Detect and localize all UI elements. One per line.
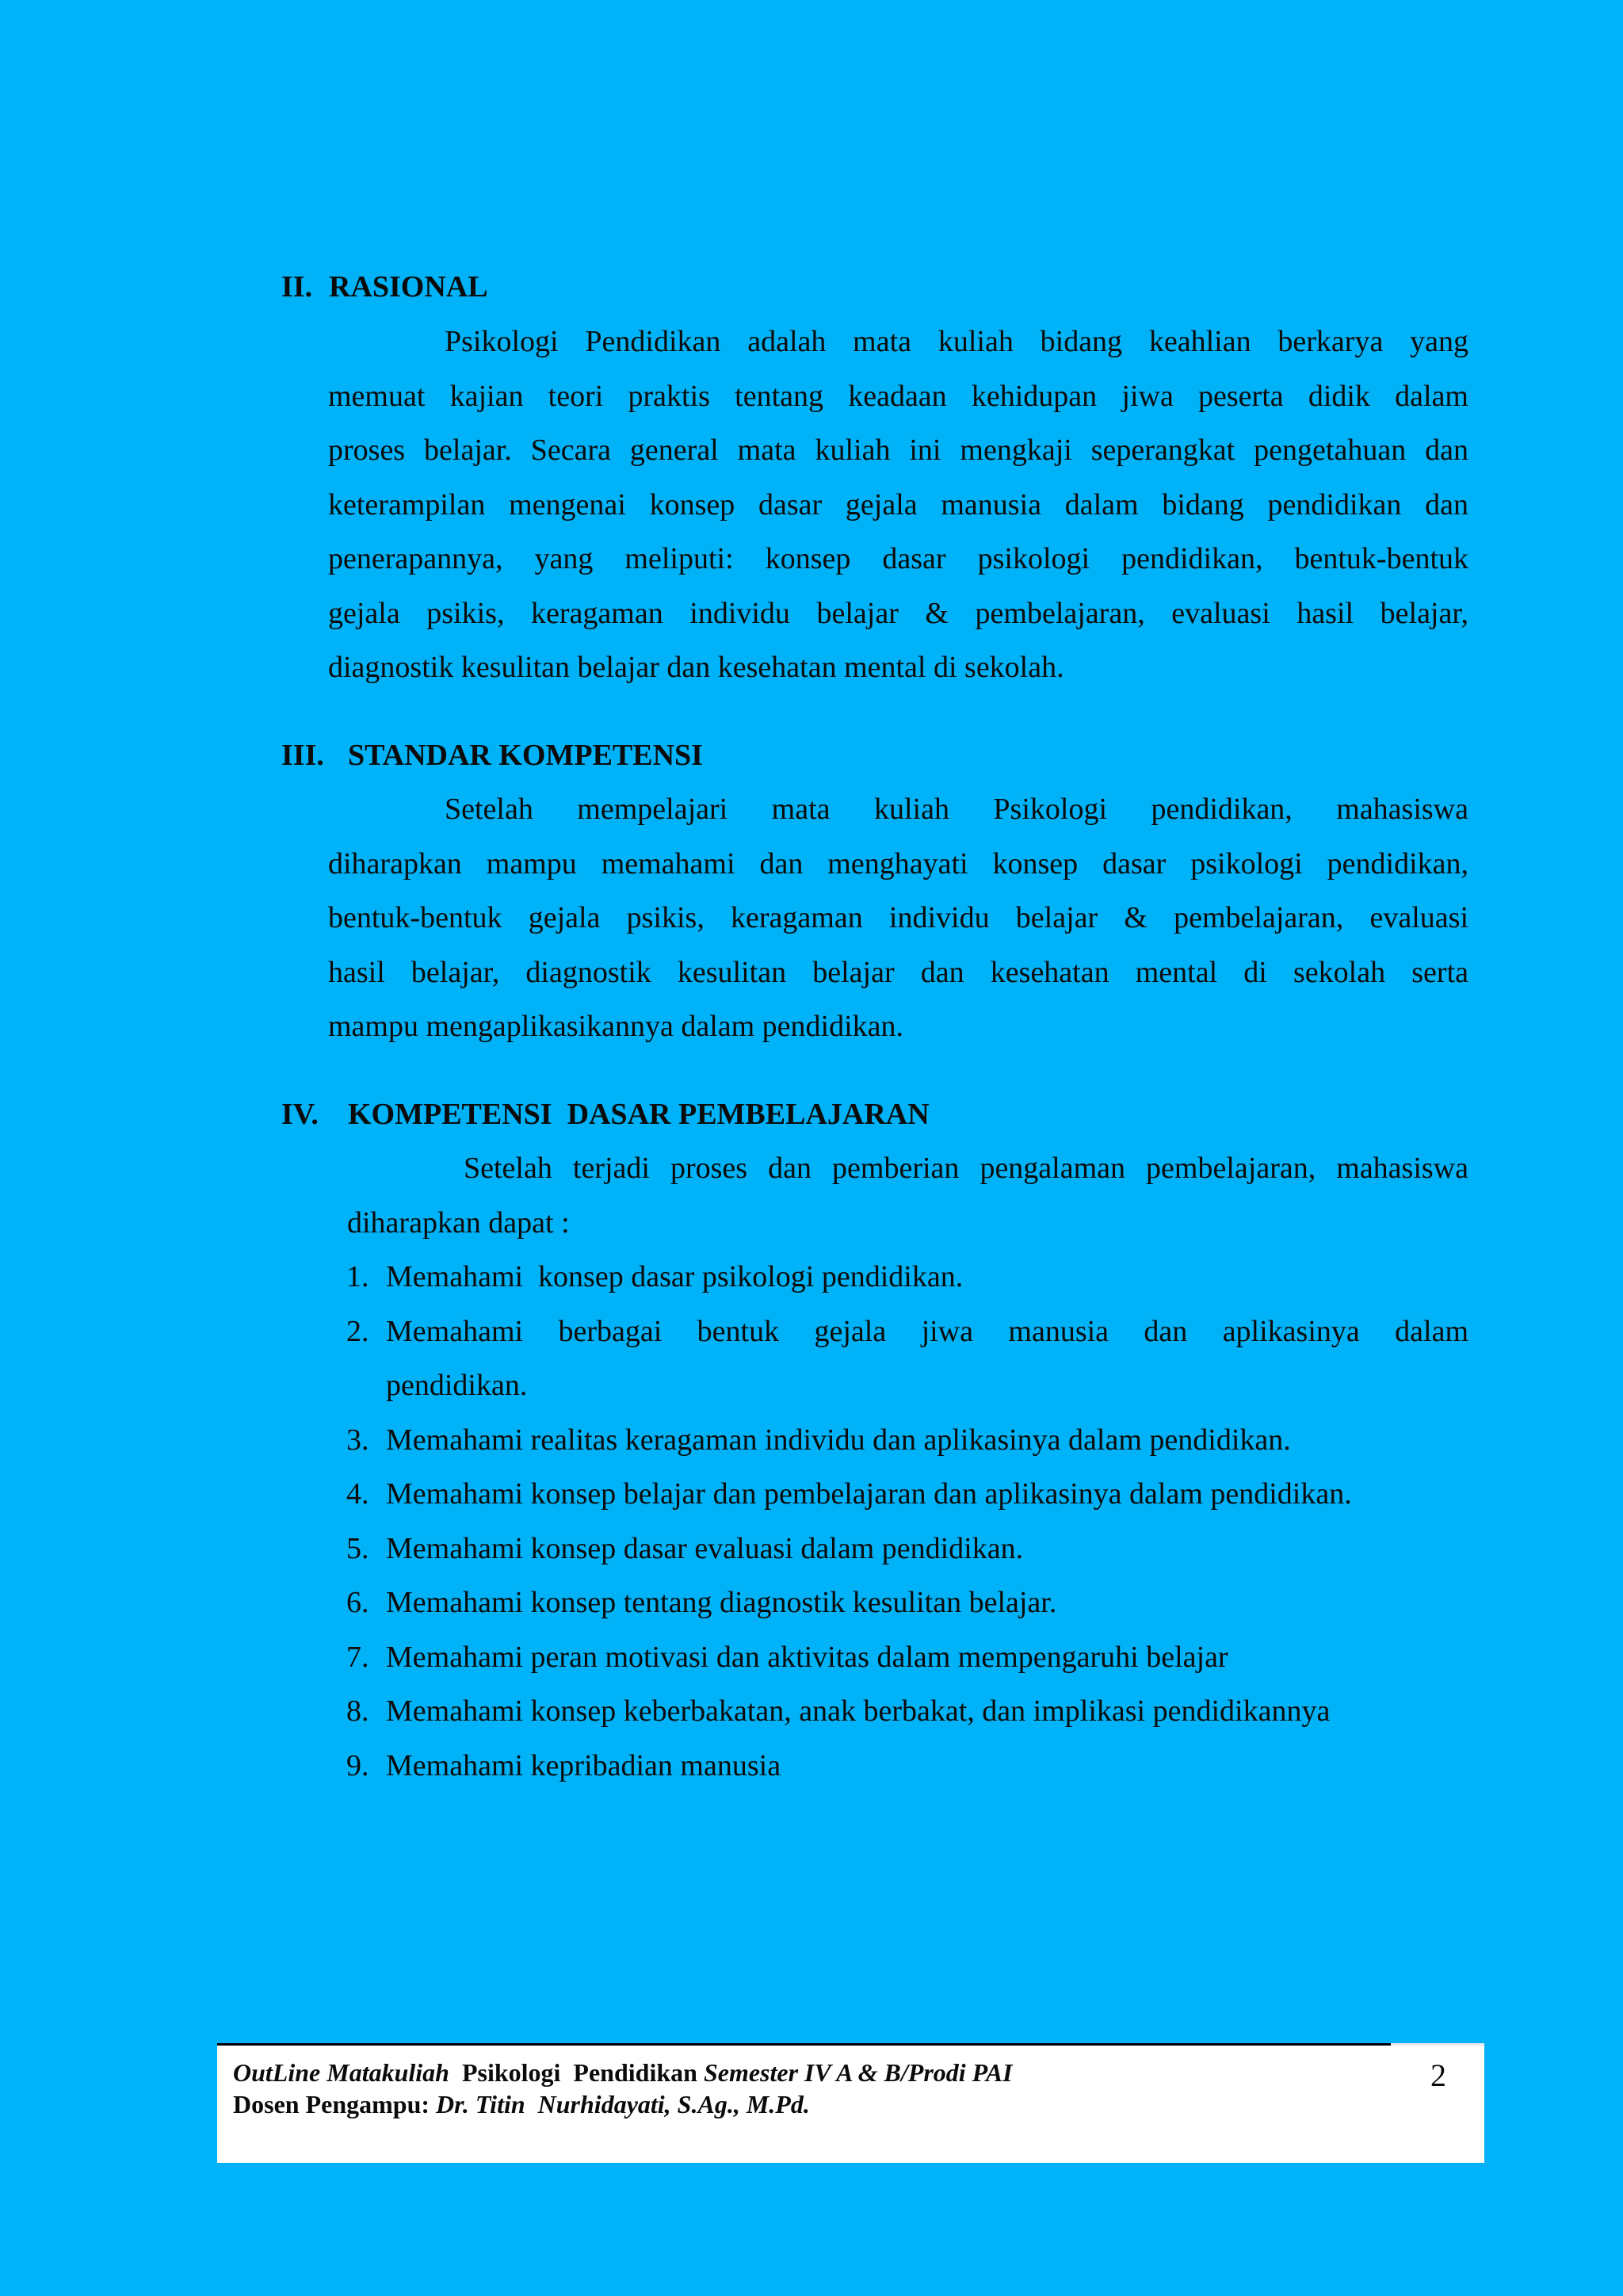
list-item-text: Memahami kepribadian manusia [386, 1748, 781, 1782]
list-item-text-continued: pendidikan. [386, 1369, 528, 1402]
section-heading-rasional [281, 268, 488, 306]
list-item-text: Memahami peran motivasi dan aktivitas dalam mempengaruhi belajar [386, 1640, 1228, 1674]
list-item-number: 7. [346, 1640, 369, 1674]
list-item-text: Memahami berbagai bentuk gejala jiwa manusia dan aplikasinya dalam [386, 1314, 1468, 1348]
list-item [346, 1413, 1468, 1468]
list-item-text: Memahami konsep belajar dan pembelajaran dan aplikasinya dalam pendidikan. [386, 1477, 1352, 1511]
section-number: IV. [281, 1098, 319, 1131]
section-heading-standar-kompetensi [281, 736, 703, 774]
list-item-text: Memahami konsep tentang diagnostik kesulitan belajar. [386, 1586, 1057, 1619]
list-item [346, 1576, 1468, 1630]
list-item-text: Memahami konsep dasar psikologi pendidikan. [386, 1260, 964, 1293]
footer-lecturer-line [233, 2088, 810, 2120]
footer-course-label: OutLine Matakuliah [233, 2058, 449, 2087]
paragraph-line: penerapannya, yang meliputi: konsep dasar psikologi pendidikan, bentuk-bentuk [328, 542, 1468, 575]
list-item-number: 2. [346, 1314, 369, 1348]
section-heading-kompetensi-dasar [281, 1095, 930, 1133]
list-item-number: 4. [346, 1477, 369, 1511]
standar-kompetensi-paragraph [328, 782, 1468, 1054]
paragraph-line: memuat kajian teori praktis tentang keadaan kehidupan jiwa peserta didik dalam [328, 379, 1468, 413]
paragraph-line: diharapkan mampu memahami dan menghayati konsep dasar psikologi pendidikan, [328, 846, 1468, 881]
rasional-paragraph [328, 315, 1468, 695]
page-number: 2 [1430, 2057, 1446, 2093]
footer-course-name: Psikologi Pendidikan [449, 2058, 704, 2087]
section-title: KOMPETENSI DASAR PEMBELAJARAN [348, 1098, 930, 1131]
footer-course-line [233, 2057, 1013, 2088]
list-item [346, 1684, 1468, 1739]
list-item [346, 1739, 1468, 1794]
paragraph-line: diharapkan dapat : [347, 1205, 570, 1240]
footer-semester: Semester IV A & B/Prodi PAI [703, 2058, 1013, 2087]
paragraph-line: proses belajar. Secara general mata kuliah ini mengkaji seperangkat pengetahuan dan [328, 434, 1468, 467]
list-item-number: 8. [346, 1694, 369, 1728]
paragraph-line: Setelah mempelajari mata kuliah Psikologi pendidikan, mahasiswa [445, 793, 1468, 826]
section-number: II. [281, 270, 313, 304]
paragraph-line: hasil belajar, diagnostik kesulitan belajar dan kesehatan mental di sekolah serta [328, 955, 1468, 989]
section-number: III. [281, 739, 324, 772]
list-item-number: 5. [346, 1531, 369, 1565]
list-item-number: 3. [346, 1423, 369, 1457]
kompetensi-intro [347, 1141, 1468, 1250]
paragraph-line: keterampilan mengenai konsep dasar gejala manusia dalam bidang pendidikan dan [328, 487, 1468, 521]
paragraph-line: bentuk-bentuk gejala psikis, keragaman individu belajar & pembelajaran, evaluasi [328, 901, 1468, 934]
paragraph-line: diagnostik kesulitan belajar dan kesehatan mental di sekolah. [328, 651, 1064, 684]
section-title: RASIONAL [329, 270, 488, 304]
list-item-text: Memahami realitas keragaman individu dan aplikasinya dalam pendidikan. [386, 1423, 1291, 1457]
list-item-number: 1. [346, 1260, 369, 1293]
footer-rule-gap [1391, 2043, 1484, 2046]
list-item-text: Memahami konsep keberbakatan, anak berbakat, dan implikasi pendidikannya [386, 1694, 1331, 1728]
paragraph-line: mampu mengaplikasikannya dalam pendidikan. [328, 1010, 904, 1043]
list-item [346, 1522, 1468, 1576]
paragraph-line: gejala psikis, keragaman individu belajar & pembelajaran, evaluasi hasil belajar, [328, 596, 1468, 630]
list-item [346, 1467, 1468, 1522]
footer-lecturer-label: Dosen Pengampu: [233, 2090, 437, 2118]
paragraph-line: Psikologi Pendidikan adalah mata kuliah bidang keahlian berkarya yang [445, 325, 1468, 358]
kompetensi-list [346, 1250, 1468, 1793]
list-item-number: 6. [346, 1586, 369, 1619]
section-title: STANDAR KOMPETENSI [348, 739, 703, 772]
list-item-text: Memahami konsep dasar evaluasi dalam pendidikan. [386, 1531, 1024, 1565]
footer-lecturer-name: Dr. Titin Nurhidayati, S.Ag., M.Pd. [436, 2090, 810, 2118]
page-footer [217, 2043, 1484, 2163]
list-item-number: 9. [346, 1748, 369, 1782]
list-item [346, 1250, 1468, 1305]
list-item [346, 1630, 1468, 1685]
paragraph-line: Setelah terjadi proses dan pemberian pengalaman pembelajaran, mahasiswa [464, 1152, 1468, 1185]
list-item [346, 1305, 1468, 1413]
